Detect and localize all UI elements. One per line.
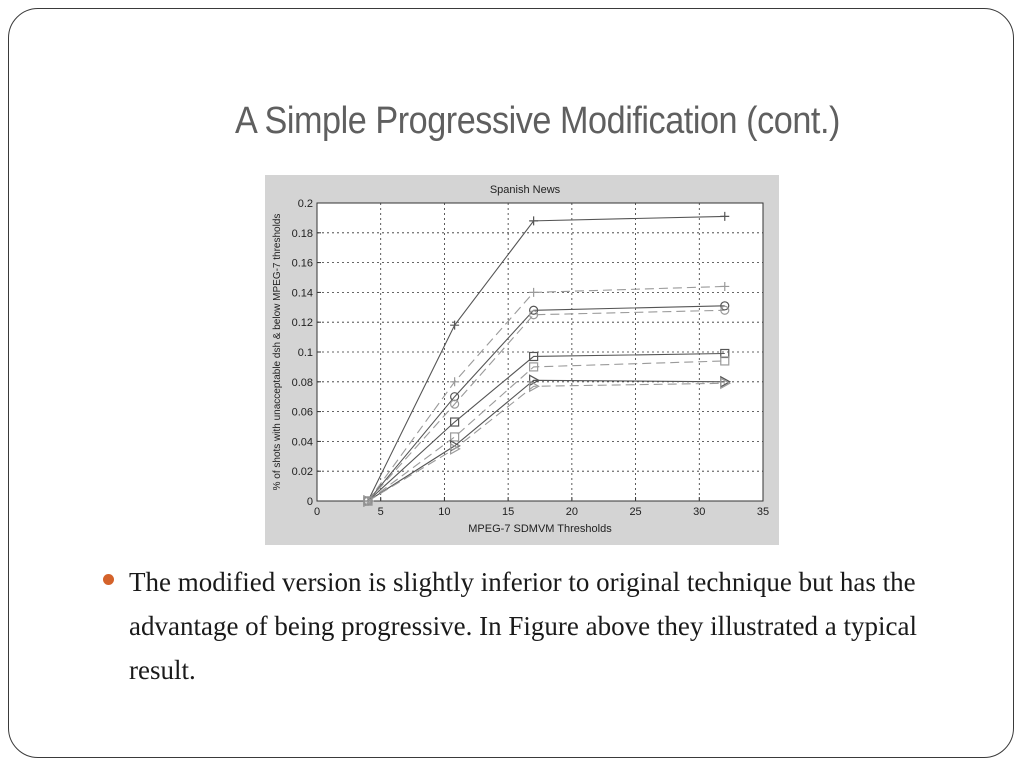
x-tick-label: 20 — [565, 506, 578, 518]
chart-figure — [265, 175, 779, 545]
y-tick-label: 0.04 — [291, 436, 313, 449]
y-axis-label: % of shots with unacceptable dsh & below MPEG-7 thresholds — [272, 213, 283, 491]
y-tick-label: 0.06 — [291, 406, 313, 419]
bullet-text: The modified version is slightly inferior to original technique but has the advantage of being progressive. In Figure above they illustrated a typical result. — [129, 567, 917, 685]
y-tick-label: 0.2 — [297, 198, 313, 210]
y-tick-label: 0 — [306, 496, 313, 508]
x-tick-label: 10 — [438, 506, 451, 518]
y-tick-label: 0.14 — [291, 287, 313, 300]
y-tick-label: 0.1 — [297, 347, 313, 359]
x-tick-label: 35 — [756, 506, 770, 518]
x-tick-label: 15 — [502, 506, 515, 518]
x-tick-label: 25 — [629, 506, 642, 518]
y-tick-label: 0.18 — [291, 227, 313, 240]
chart-title: Spanish News — [489, 184, 561, 196]
y-tick-label: 0.02 — [291, 466, 313, 479]
x-tick-label: 30 — [693, 506, 706, 518]
x-tick-label: 5 — [377, 506, 384, 518]
bullet-icon — [103, 574, 114, 585]
slide-title: A Simple Progressive Modification (cont.) — [234, 100, 840, 142]
x-tick-label: 0 — [313, 506, 321, 518]
y-tick-label: 0.08 — [291, 376, 313, 389]
y-tick-label: 0.12 — [291, 317, 313, 330]
y-tick-label: 0.16 — [291, 257, 313, 270]
x-axis-label: MPEG-7 SDMVM Thresholds — [468, 523, 612, 535]
line-chart — [265, 175, 779, 545]
